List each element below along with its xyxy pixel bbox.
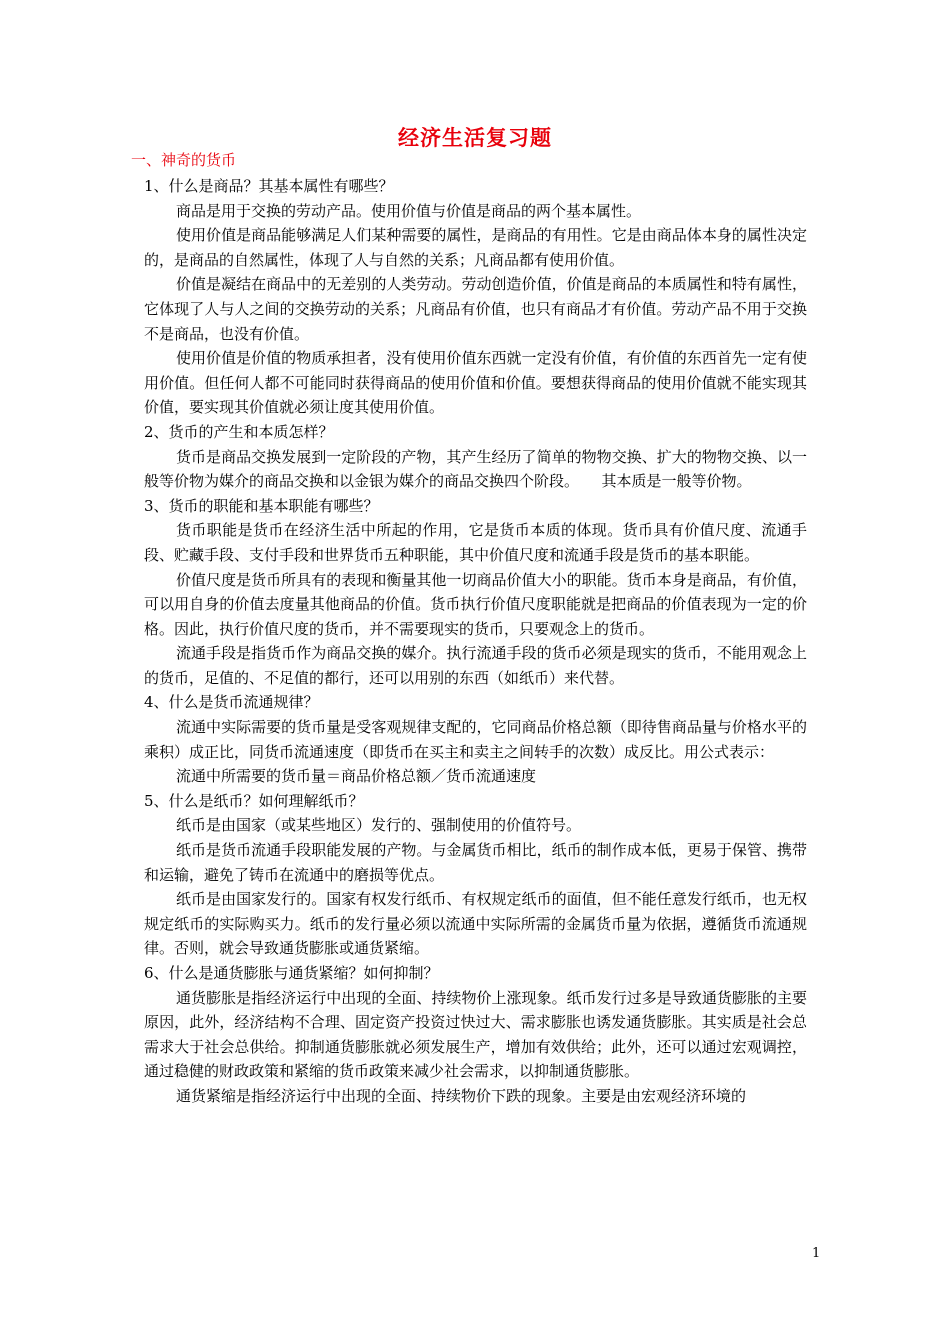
- body-paragraph: 通货紧缩是指经济运行中出现的全面、持续物价下跌的现象。主要是由宏观经济环境的: [176, 1086, 747, 1105]
- question-heading: 6、什么是通货膨胀与通货紧缩？如何抑制？: [144, 964, 439, 982]
- body-paragraph: 货币职能是货币在经济生活中所起的作用，它是货币本质的体现。货币具有价值尺度、流通手段、贮藏手段、支付手段和世界货币五种职能，其中价值尺度和流通手段是货币的基本职能。: [144, 521, 807, 564]
- question-heading: 2、货币的产生和本质怎样？: [144, 422, 334, 441]
- body-paragraph: 纸币是货币流通手段职能发展的产物。与金属货币相比，纸币的制作成本低，更易于保管、携带和运输，避免了铸币在流通中的磨损等优点。: [144, 841, 807, 884]
- body-paragraph: 商品是用于交换的劳动产品。使用价值与价值是商品的两个基本属性。: [176, 201, 642, 220]
- document-title: 经济生活复习题: [398, 126, 552, 150]
- section-heading: 一、神奇的货币: [131, 151, 237, 169]
- question-heading: 3、货币的职能和基本职能有哪些？: [144, 496, 379, 515]
- document-body: [144, 174, 807, 1109]
- body-paragraph: 价值尺度是货币所具有的表现和衡量其他一切商品价值大小的职能。货币本身是商品，有价值，可以用自身的价值去度量其他商品的价值。货币执行价值尺度职能就是把商品的价值表现为一定的价格。因此，执行价值尺度的货币，并不需要现实的货币，只要观念上的货币。: [144, 570, 807, 638]
- question-heading: 1、什么是商品？其基本属性有哪些？: [144, 177, 394, 195]
- body-paragraph: 通货膨胀是指经济运行中出现的全面、持续物价上涨现象。纸币发行过多是导致通货膨胀的主要原因，此外，经济结构不合理、固定资产投资过快过大、需求膨胀也诱发通货膨胀。其实质是社会总需求大于社会总供给。抑制通货膨胀就必须发展生产，增加有效供给；此外，还可以通过宏观调控，通过稳健的财政政策和紧缩的货币政策来减少社会需求，以抑制通货膨胀。: [144, 988, 807, 1081]
- body-paragraph: 流通中所需要的货币量＝商品价格总额／货币流通速度: [176, 767, 537, 786]
- question-heading: 4、什么是货币流通规律？: [144, 693, 319, 712]
- body-paragraph: 使用价值是商品能够满足人们某种需要的属性，是商品的有用性。它是由商品体本身的属性决定的，是商品的自然属性，体现了人与自然的关系；凡商品都有使用价值。: [144, 226, 807, 269]
- body-paragraph: 流通手段是指货币作为商品交换的媒介。执行流通手段的货币必须是现实的货币，不能用观念上的货币，足值的、不足值的都行，还可以用别的东西（如纸币）来代替。: [144, 644, 807, 687]
- body-paragraph: 纸币是由国家（或某些地区）发行的、强制使用的价值符号。: [176, 816, 582, 835]
- question-heading: 5、什么是纸币？如何理解纸币？: [144, 791, 364, 810]
- body-paragraph: 价值是凝结在商品中的无差别的人类劳动。劳动创造价值，价值是商品的本质属性和特有属性，它体现了人与人之间的交换劳动的关系；凡商品有价值，也只有商品才有价值。劳动产品不用于交换不是商品，也没有价值。: [144, 275, 807, 343]
- body-paragraph: 货币是商品交换发展到一定阶段的产物，其产生经历了简单的物物交换、扩大的物物交换、以一般等价物为媒介的商品交换和以金银为媒介的商品交换四个阶段。 其本质是一般等价物。: [144, 447, 807, 491]
- page-number: 1: [812, 1246, 821, 1261]
- body-paragraph: 使用价值是价值的物质承担者，没有使用价值东西就一定没有价值，有价值的东西首先一定有使用价值。但任何人都不可能同时获得商品的使用价值和价值。要想获得商品的使用价值就不能实现其价值，要实现其价值就必须让度其使用价值。: [144, 349, 807, 417]
- body-paragraph: 纸币是由国家发行的。国家有权发行纸币、有权规定纸币的面值，但不能任意发行纸币，也无权规定纸币的实际购买力。纸币的发行量必须以流通中实际所需的金属货币量为依据，遵循货币流通规律。否则，就会导致通货膨胀或通货紧缩。: [144, 890, 807, 958]
- body-paragraph: 流通中实际需要的货币量是受客观规律支配的，它同商品价格总额（即待售商品量与价格水平的乘积）成正比，同货币流通速度（即货币在买主和卖主之间转手的次数）成反比。用公式表示：: [144, 718, 807, 761]
